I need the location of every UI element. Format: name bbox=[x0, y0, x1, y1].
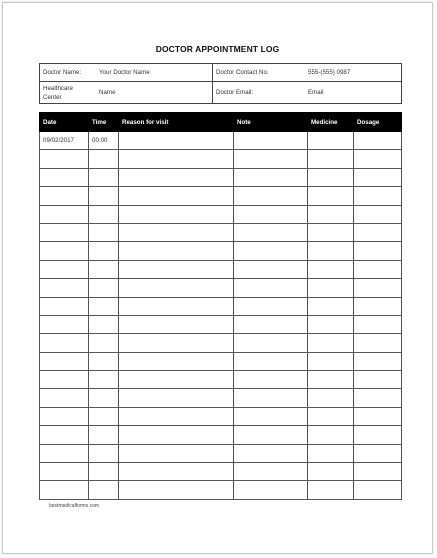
cell-reason[interactable] bbox=[119, 371, 234, 389]
cell-date[interactable] bbox=[40, 187, 89, 205]
cell-dosage[interactable] bbox=[354, 463, 402, 481]
table-row bbox=[40, 279, 402, 297]
doctor-email-label: Doctor Email: bbox=[216, 89, 254, 96]
cell-time[interactable]: 00:00 bbox=[89, 132, 119, 150]
cell-note[interactable] bbox=[234, 352, 308, 370]
cell-reason[interactable] bbox=[119, 334, 234, 352]
cell-note[interactable] bbox=[234, 389, 308, 407]
cell-date[interactable] bbox=[40, 444, 89, 462]
table-row bbox=[40, 242, 402, 260]
cell-medicine[interactable] bbox=[308, 315, 354, 333]
cell-medicine[interactable] bbox=[308, 223, 354, 241]
cell-time[interactable] bbox=[89, 242, 119, 260]
cell-note[interactable] bbox=[234, 297, 308, 315]
cell-reason[interactable] bbox=[119, 132, 234, 150]
cell-note[interactable] bbox=[234, 279, 308, 297]
column-header-dosage: Dosage bbox=[354, 113, 402, 132]
cell-note[interactable] bbox=[234, 187, 308, 205]
table-row bbox=[40, 150, 402, 168]
cell-dosage[interactable] bbox=[354, 132, 402, 150]
table-row bbox=[40, 444, 402, 462]
cell-reason[interactable] bbox=[119, 242, 234, 260]
cell-note[interactable] bbox=[234, 205, 308, 223]
cell-time[interactable] bbox=[89, 389, 119, 407]
document-page bbox=[2, 2, 433, 554]
cell-note[interactable] bbox=[234, 444, 308, 462]
doctor-contact-cell bbox=[213, 64, 402, 82]
cell-dosage[interactable] bbox=[354, 352, 402, 370]
cell-date[interactable] bbox=[40, 426, 89, 444]
cell-dosage[interactable] bbox=[354, 315, 402, 333]
cell-reason[interactable] bbox=[119, 426, 234, 444]
cell-note[interactable] bbox=[234, 150, 308, 168]
cell-medicine[interactable] bbox=[308, 426, 354, 444]
cell-dosage[interactable] bbox=[354, 334, 402, 352]
cell-medicine[interactable] bbox=[308, 242, 354, 260]
cell-reason[interactable] bbox=[119, 352, 234, 370]
cell-note[interactable] bbox=[234, 132, 308, 150]
cell-date[interactable] bbox=[40, 315, 89, 333]
log-body bbox=[40, 132, 402, 500]
cell-note[interactable] bbox=[234, 481, 308, 499]
table-row bbox=[40, 132, 402, 150]
table-row bbox=[40, 334, 402, 352]
cell-date[interactable] bbox=[40, 407, 89, 425]
cell-date[interactable] bbox=[40, 297, 89, 315]
footer-website: bestmedicalforms.com bbox=[49, 503, 100, 509]
cell-medicine[interactable] bbox=[308, 168, 354, 186]
cell-time[interactable] bbox=[89, 315, 119, 333]
cell-dosage[interactable] bbox=[354, 407, 402, 425]
cell-dosage[interactable] bbox=[354, 150, 402, 168]
cell-reason[interactable] bbox=[119, 389, 234, 407]
doctor-contact-value: 555-(555) 0987 bbox=[308, 69, 351, 76]
healthcare-label-line1: Healthcare bbox=[43, 84, 73, 92]
cell-reason[interactable] bbox=[119, 150, 234, 168]
cell-date[interactable] bbox=[40, 205, 89, 223]
info-row-1 bbox=[40, 64, 402, 82]
table-row bbox=[40, 407, 402, 425]
cell-medicine[interactable] bbox=[308, 297, 354, 315]
column-header-medicine: Medicine bbox=[308, 113, 354, 132]
table-row bbox=[40, 260, 402, 278]
cell-reason[interactable] bbox=[119, 279, 234, 297]
cell-time[interactable] bbox=[89, 297, 119, 315]
cell-dosage[interactable] bbox=[354, 168, 402, 186]
cell-note[interactable] bbox=[234, 223, 308, 241]
table-row bbox=[40, 481, 402, 499]
cell-date[interactable] bbox=[40, 371, 89, 389]
cell-time[interactable] bbox=[89, 205, 119, 223]
info-row-2 bbox=[40, 82, 402, 104]
healthcare-cell bbox=[40, 82, 213, 104]
cell-medicine[interactable] bbox=[308, 279, 354, 297]
cell-note[interactable] bbox=[234, 168, 308, 186]
column-header-reason: Reason for visit bbox=[119, 113, 234, 132]
cell-dosage[interactable] bbox=[354, 444, 402, 462]
table-row bbox=[40, 371, 402, 389]
cell-time[interactable] bbox=[89, 463, 119, 481]
cell-medicine[interactable] bbox=[308, 187, 354, 205]
cell-reason[interactable] bbox=[119, 315, 234, 333]
doctor-contact-label: Doctor Contact No. bbox=[216, 69, 269, 76]
table-row bbox=[40, 426, 402, 444]
healthcare-label bbox=[43, 84, 209, 102]
cell-note[interactable] bbox=[234, 371, 308, 389]
doctor-info-table bbox=[39, 63, 402, 104]
cell-time[interactable] bbox=[89, 223, 119, 241]
table-row bbox=[40, 187, 402, 205]
column-header-note: Note bbox=[234, 113, 308, 132]
cell-date[interactable] bbox=[40, 481, 89, 499]
cell-medicine[interactable] bbox=[308, 481, 354, 499]
appointment-log-table bbox=[39, 112, 402, 500]
table-row bbox=[40, 463, 402, 481]
cell-reason[interactable] bbox=[119, 205, 234, 223]
log-header-row bbox=[40, 113, 402, 132]
page-title: DOCTOR APPOINTMENT LOG bbox=[155, 44, 280, 54]
cell-reason[interactable] bbox=[119, 260, 234, 278]
cell-time[interactable] bbox=[89, 371, 119, 389]
cell-date[interactable] bbox=[40, 242, 89, 260]
cell-time[interactable] bbox=[89, 444, 119, 462]
cell-note[interactable] bbox=[234, 260, 308, 278]
cell-time[interactable] bbox=[89, 260, 119, 278]
healthcare-value: Name bbox=[99, 89, 116, 96]
cell-medicine[interactable] bbox=[308, 352, 354, 370]
cell-reason[interactable] bbox=[119, 444, 234, 462]
doctor-email-cell bbox=[213, 82, 402, 104]
column-header-time: Time bbox=[89, 113, 119, 132]
cell-time[interactable] bbox=[89, 481, 119, 499]
cell-note[interactable] bbox=[234, 463, 308, 481]
cell-note[interactable] bbox=[234, 315, 308, 333]
cell-date[interactable] bbox=[40, 352, 89, 370]
cell-reason[interactable] bbox=[119, 187, 234, 205]
cell-reason[interactable] bbox=[119, 168, 234, 186]
cell-medicine[interactable] bbox=[308, 407, 354, 425]
cell-date[interactable] bbox=[40, 334, 89, 352]
cell-medicine[interactable] bbox=[308, 463, 354, 481]
cell-note[interactable] bbox=[234, 426, 308, 444]
cell-date[interactable] bbox=[40, 463, 89, 481]
cell-reason[interactable] bbox=[119, 481, 234, 499]
column-header-date: Date bbox=[40, 113, 89, 132]
table-row bbox=[40, 223, 402, 241]
cell-dosage[interactable] bbox=[354, 426, 402, 444]
cell-reason[interactable] bbox=[119, 223, 234, 241]
cell-dosage[interactable] bbox=[354, 205, 402, 223]
table-row bbox=[40, 297, 402, 315]
cell-note[interactable] bbox=[234, 242, 308, 260]
healthcare-label-line2: Center bbox=[43, 93, 62, 101]
doctor-email-value: Email bbox=[308, 89, 324, 96]
cell-time[interactable] bbox=[89, 187, 119, 205]
table-row bbox=[40, 352, 402, 370]
cell-dosage[interactable] bbox=[354, 389, 402, 407]
cell-time[interactable] bbox=[89, 150, 119, 168]
cell-date[interactable] bbox=[40, 223, 89, 241]
doctor-name-value: Your Doctor Name bbox=[99, 69, 150, 76]
cell-note[interactable] bbox=[234, 407, 308, 425]
cell-date[interactable] bbox=[40, 168, 89, 186]
cell-dosage[interactable] bbox=[354, 260, 402, 278]
cell-medicine[interactable] bbox=[308, 132, 354, 150]
cell-date[interactable]: 09/02/2017 bbox=[40, 132, 89, 150]
doctor-name-cell bbox=[40, 64, 213, 82]
cell-dosage[interactable] bbox=[354, 223, 402, 241]
cell-time[interactable] bbox=[89, 352, 119, 370]
cell-medicine[interactable] bbox=[308, 334, 354, 352]
cell-medicine[interactable] bbox=[308, 371, 354, 389]
cell-dosage[interactable] bbox=[354, 297, 402, 315]
cell-medicine[interactable] bbox=[308, 444, 354, 462]
cell-dosage[interactable] bbox=[354, 187, 402, 205]
cell-date[interactable] bbox=[40, 389, 89, 407]
cell-dosage[interactable] bbox=[354, 481, 402, 499]
cell-time[interactable] bbox=[89, 407, 119, 425]
cell-reason[interactable] bbox=[119, 407, 234, 425]
cell-dosage[interactable] bbox=[354, 279, 402, 297]
cell-dosage[interactable] bbox=[354, 371, 402, 389]
cell-date[interactable] bbox=[40, 260, 89, 278]
cell-medicine[interactable] bbox=[308, 389, 354, 407]
cell-note[interactable] bbox=[234, 334, 308, 352]
table-row bbox=[40, 205, 402, 223]
cell-date[interactable] bbox=[40, 150, 89, 168]
table-row bbox=[40, 389, 402, 407]
cell-reason[interactable] bbox=[119, 463, 234, 481]
cell-reason[interactable] bbox=[119, 297, 234, 315]
cell-medicine[interactable] bbox=[308, 260, 354, 278]
cell-dosage[interactable] bbox=[354, 242, 402, 260]
cell-medicine[interactable] bbox=[308, 150, 354, 168]
cell-time[interactable] bbox=[89, 334, 119, 352]
doctor-name-label: Doctor Name: bbox=[43, 69, 82, 76]
cell-time[interactable] bbox=[89, 279, 119, 297]
cell-time[interactable] bbox=[89, 168, 119, 186]
cell-time[interactable] bbox=[89, 426, 119, 444]
cell-date[interactable] bbox=[40, 279, 89, 297]
table-row bbox=[40, 168, 402, 186]
cell-medicine[interactable] bbox=[308, 205, 354, 223]
table-row bbox=[40, 315, 402, 333]
